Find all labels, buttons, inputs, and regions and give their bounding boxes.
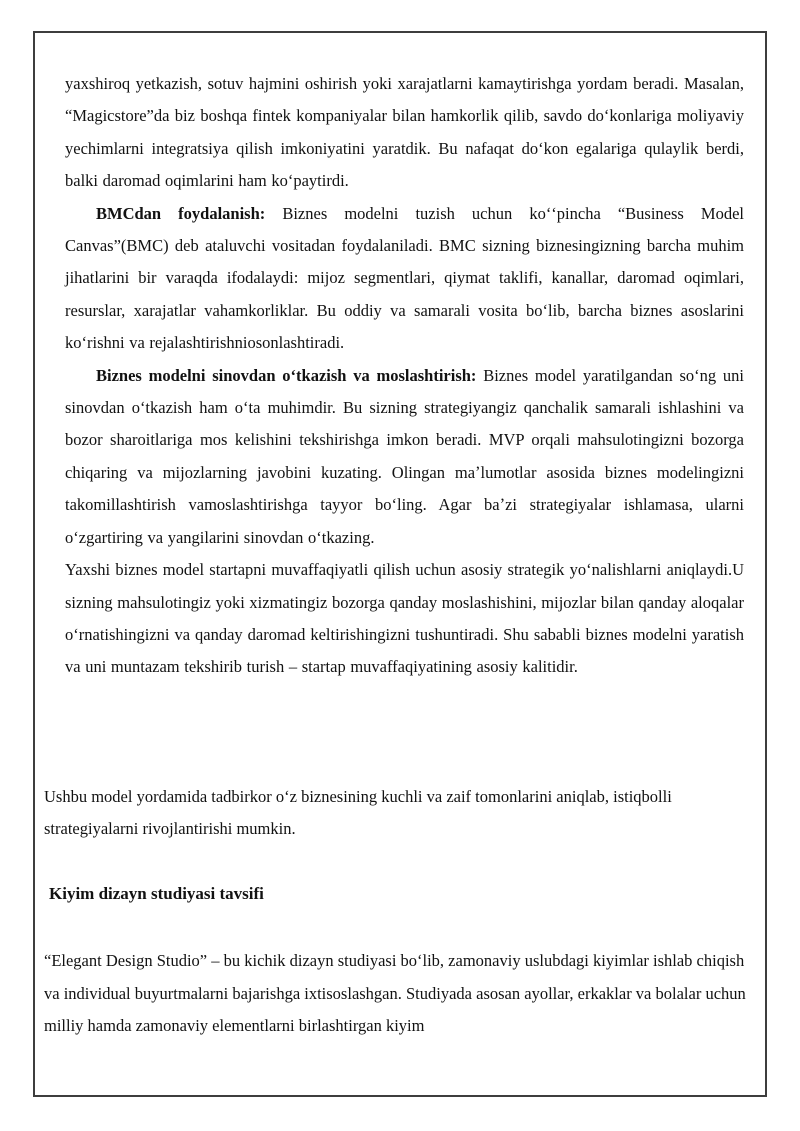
paragraph-text: Biznes modelni tuzish uchun koʻʻpincha “Business Model Canvas”(BMC) deb ataluvchi vositadan foydalaniladi. BMC sizning biznesingizning barcha muhim jihatlarini bir varaqda ifodalaydi: mijoz segmentlari, qiymat taklifi, kanallar, daromad oqimlari, resurslar, xarajatlar vahamkorliklar. Bu oddiy va samarali vosita boʻlib, barcha biznes asoslarini koʻrishni va rejalashtirishniosonlashtiradi. [65, 203, 744, 353]
page-border [33, 31, 767, 1097]
paragraph-lead: BMCdan foydalanish: [96, 203, 266, 223]
paragraph-bmc [65, 198, 744, 360]
paragraph-lead: Biznes modelni sinovdan oʻtkazish va moslashtirish: [96, 365, 477, 385]
paragraph-text: Biznes model yaratilgandan soʻng uni sinovdan oʻtkazish ham oʻta muhimdir. Bu sizning strategiyangiz qanchalik samarali ishlashini va bozor sharoitlariga mos kelishini tekshirishga imkon beradi. MVP orqali mahsulotingizni bozorga chiqaring va mijozlarning javobini kuzating. Olingan maʼlumotlar asosida biznes modelingizni takomillashtirish vamoslashtirishga tayyor boʻling. Agar baʼzi strategiyalar ishlamasa, ularni oʻzgartiring va yangilarini sinovdan oʻtkazing. [65, 365, 744, 547]
paragraph-text: Yaxshi biznes model startapni muvaffaqiyatli qilish uchun asosiy strategik yoʻnalishlarni aniqlaydi.U sizning mahsulotingiz yoki xizmatingiz bozorga qanday moslashishini, mijozlar bilan qanday aloqalar oʻrnatishingizni va qanday daromad keltirishingizni tushuntiradi. Shu sababli biznes modelni yaratish va uni muntazam tekshirib turish – startap muvaffaqiyatining asosiy kalitidir. [65, 560, 744, 677]
paragraph-intro: Ushbu model yordamida tadbirkor oʻz biznesining kuchli va zaif tomonlarini aniqlab, istiqbolli strategiyalarni rivojlantirishi mumkin. [44, 787, 672, 839]
main-text-block [65, 68, 744, 684]
secondary-text-block [44, 781, 746, 1042]
paragraph-continuation [65, 68, 744, 198]
paragraph-summary [65, 554, 744, 684]
paragraph-text: yaxshiroq yetkazish, sotuv hajmini oshirish yoki xarajatlarni kamaytirishga yordam beradi. Masalan, “Magicstore”da biz boshqa fintek kompaniyalar bilan hamkorlik qilib, savdo doʻkonlariga moliyaviy yechimlarni integratsiya qilish imkoniyatini yaratdik. Bu nafaqat doʻkon egalariga qulaylik berdi, balki daromad oqimlarini ham koʻpaytirdi. [65, 74, 744, 191]
section-heading: Kiyim dizayn studiyasi tavsifi [49, 883, 264, 903]
paragraph-testing [65, 360, 744, 554]
paragraph-studio: “Elegant Design Studio” – bu kichik dizayn studiyasi boʻlib, zamonaviy uslubdagi kiyimlar ishlab chiqish va individual buyurtmalarni bajarishga ixtisoslashgan. Studiyada asosan ayollar, erkaklar va bolalar uchun milliy hamda zamonaviy elementlarni birlashtirgan kiyim [44, 951, 746, 1036]
